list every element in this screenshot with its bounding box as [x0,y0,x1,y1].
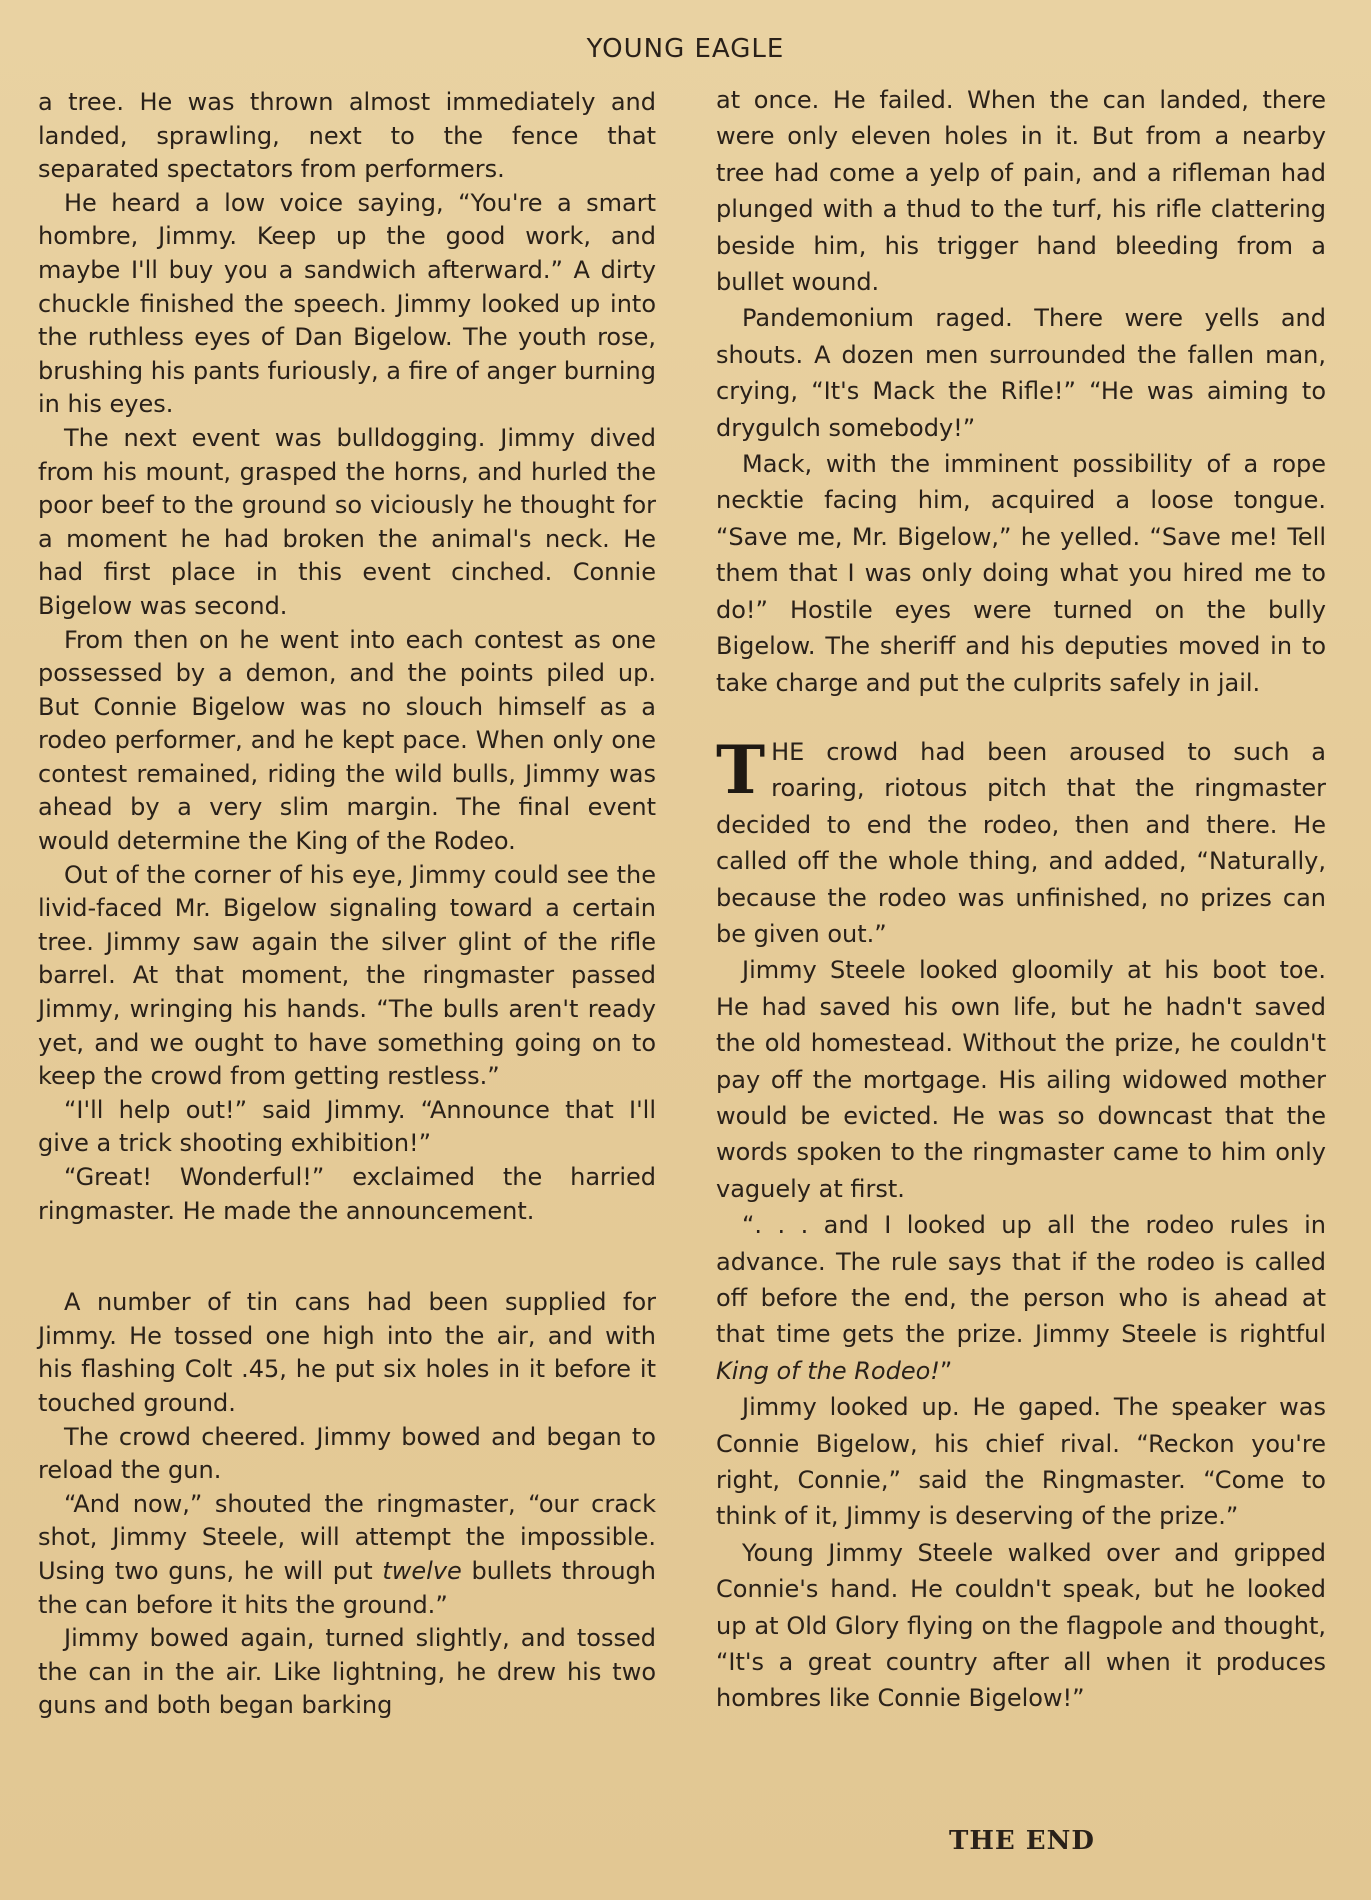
paragraph: at once. He failed. When the can landed, there were only eleven holes in it. But from a nearby tree had come a yelp of pain, and a rifleman had plunged with a thud to the turf, his rifle clattering beside him, his trigger hand bleeding from a bullet wound. [716,86,1326,297]
paragraph: Jimmy looked up. He gaped. The speaker was Connie Bigelow, his chief rival. “Reckon you're right, Connie,” said the Ringmaster. “Come to think of it, Jimmy is deserving of the prize.” [716,1393,1326,1531]
text-run: bullets through the can before it hits the ground.” [38,1556,656,1619]
italic-text: King of the Rodeo! [716,1356,940,1385]
right-column [716,82,1326,1717]
section-gap [38,1228,656,1286]
paragraph: “Great! Wonderful!” exclaimed the harried ringmaster. He made the announcement. [38,1163,656,1225]
text-run: “And now,” shouted the ringmaster, “our crack shot, Jimmy Steele, will attempt the impossible. Using two guns, he will put [38,1489,656,1585]
paragraph: Pandemonium raged. There were yells and shouts. A dozen men surrounded the fallen man, crying, “It's Mack the Rifle!” “He was aiming to drygulch somebody!” [716,304,1326,442]
paragraph: He heard a low voice saying, “You're a smart hombre, Jimmy. Keep up the good work, and maybe I'll buy you a sandwich afterward.” A dirty chuckle finished the speech. Jimmy looked up into the ruthless eyes of Dan Bigelow. The youth rose, brushing his pants furiously, a fire of anger burning in his eyes. [38,188,656,419]
paragraph: Mack, with the imminent possibility of a rope necktie facing him, acquired a loose tongue. “Save me, Mr. Bigelow,” he yelled. “Save me! Tell them that I was only doing what you hired me to do!” Hostile eyes were turned on the bully Bigelow. The sheriff and his deputies moved in to take charge and put the culprits safely in jail. [716,450,1326,697]
the-end-label: THE END [949,1826,1095,1856]
paragraph: Jimmy bowed again, turned slightly, and tossed the can in the air. Like lightning, he drew his two guns and both began barking [38,1624,656,1720]
text-run: ” [939,1356,953,1385]
paragraph: Out of the corner of his eye, Jimmy could see the livid-faced Mr. Bigelow signaling toward a certain tree. Jimmy saw again the silver glint of the rifle barrel. At that moment, the ringmaster passed Jimmy, wringing his hands. “The bulls aren't ready yet, and we ought to have something going on to keep the crowd from getting restless.” [38,860,656,1091]
paragraph [716,730,1326,952]
paragraph: A number of tin cans had been supplied for Jimmy. He tossed one high into the air, and with his flashing Colt .45, he put six holes in it before it touched ground. [38,1288,656,1417]
running-header: YOUNG EAGLE [586,34,785,64]
paragraph: The next event was bulldogging. Jimmy dived from his mount, grasped the horns, and hurled the poor beef to the ground so viciously he thought for a moment he had broken the animal's neck. He had first place in this event cinched. Connie Bigelow was second. [38,423,656,620]
section-gap [716,701,1326,734]
text-run: “. . . and I looked up all the rodeo rules in advance. The rule says that if the rodeo is called off before the end, the person who is ahead at that time gets the prize. Jimmy Steele is rightful [716,1211,1326,1349]
paragraph: “I'll help out!” said Jimmy. “Announce that I'll give a trick shooting exhibition!” [38,1095,656,1158]
paragraph: Jimmy Steele looked gloomily at his boot toe. He had saved his own life, but he hadn't saved the old homestead. Without the prize, he couldn't pay off the mortgage. His ailing widowed mother would be evicted. He was so downcast that the words spoken to the ringmaster came to him only vaguely at first. [716,956,1326,1203]
paragraph: The crowd cheered. Jimmy bowed and began to reload the gun. [38,1422,656,1485]
left-column [38,86,656,1723]
paragraph [716,1207,1326,1389]
drop-cap: T [716,730,766,809]
text-run: HE crowd had been aroused to such a roaring, riotous pitch that the ringmaster decided to end the rodeo, then and there. He called off the whole thing, and added, “Naturally, because the rodeo was unfinished, no prizes can be given out.” [716,737,1326,948]
italic-text: twelve [382,1556,462,1585]
paragraph [38,1488,656,1622]
paragraph: Young Jimmy Steele walked over and gripped Connie's hand. He couldn't speak, but he looked up at Old Glory flying on the flagpole and thought, “It's a great country after all when it produces hombres like Connie Bigelow!” [716,1538,1326,1713]
paragraph: a tree. He was thrown almost immediately and landed, sprawling, next to the fence that separated spectators from performers. [38,88,656,184]
paragraph: From then on he went into each contest as one possessed by a demon, and the points piled up. But Connie Bigelow was no slouch himself as a rodeo performer, and he kept pace. When only one contest remained, riding the wild bulls, Jimmy was ahead by a very slim margin. The final event would determine the King of the Rodeo. [38,625,656,856]
